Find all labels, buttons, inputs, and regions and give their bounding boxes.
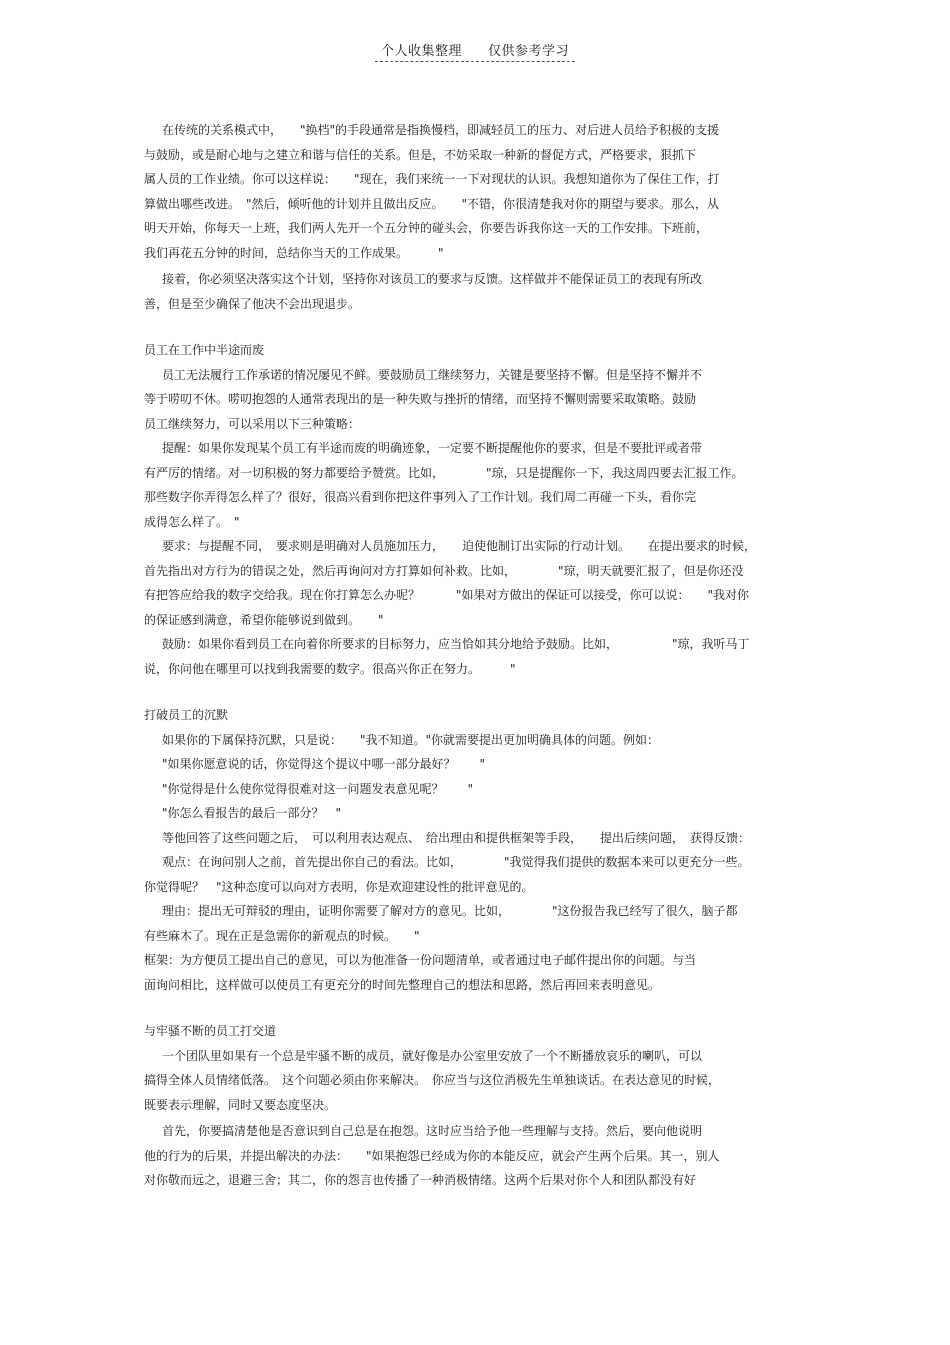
text-line: 要求：与提醒不同， 要求则是明确对人员施加压力， 迫使他制订出实际的行动计划。 在提出要求的时候， [162,539,757,553]
text-line: 有把答应给我的数字交给我。现在你打算怎么办呢？ "如果对方做出的保证可以接受，你可以说： "我对你 [144,588,750,602]
text-line: 成得怎么样了。 " [144,514,240,529]
section-complaining [144,1044,806,1193]
text-line: 明天开始，你每天一上班，我们两人先开一个五分钟的碰头会，你要告诉我你这一天的工作安排。下班前， [144,221,709,235]
section-heading: 打破员工的沉默 [144,708,229,722]
text-line: 既要表示理解，同时又要态度坚决。 [144,1097,337,1112]
text-line: 对你敬而远之，退避三舍；其二，你的怨言也传播了一种消极情绪。这两个后果对你个人和团队都没有好 [144,1173,697,1187]
paragraph-follow-up [144,267,806,316]
text-line: 的保证感到满意，希望你能够说到做到。 " [144,612,384,627]
section-silence [144,728,806,998]
text-line: 与鼓励，或是耐心地与之建立和谐与信任的关系。但是，不妨采取一种新的督促方式，严格要求，狠抓下 [144,147,697,162]
text-line: 框架：为方便员工提出自己的意见，可以为他准备一份问题清单，或者通过电子邮件提出你的问题。与当 [144,953,697,967]
section-heading: 员工在工作中半途而废 [144,343,265,357]
header-left-text: 个人收集整理 [380,44,462,59]
page-header [0,40,950,62]
document-body [144,118,806,1193]
text-line: 我们再花五分钟的时间，总结你当天的工作成果。 " [144,245,444,260]
text-line: 鼓励：如果你看到员工在向着你所要求的目标努力，应当恰如其分地给予鼓励。比如， "琼，我听马丁 [162,637,750,651]
text-line: 说，你问他在哪里可以找到我需要的数字。很高兴你正在努力。 " [144,661,516,676]
text-line: 接着，你必须坚决落实这个计划，坚持你对该员工的要求与反馈。这样做并不能保证员工的表现有所改 [162,272,703,286]
text-line: 有严厉的情绪。对一切积极的努力都要给予赞赏。比如， "琼，只是提醒你一下，我这周四要去汇报工作。 [144,465,744,480]
text-line: "如果你愿意说的话，你觉得这个提议中哪一部分最好？ " [162,757,486,771]
text-line: 首先，你要搞清楚他是否意识到自己总是在抱怨。这时应当给予他一些理解与支持。然后，要向他说明 [162,1124,703,1138]
text-line: 等他回答了这些问题之后， 可以利用表达观点、 给出理由和提供框架等手段， 提出后续问题， 获得反馈： [162,830,751,845]
section-giving-up [144,363,806,682]
paragraph-intro [144,118,806,265]
text-line: 属人员的工作业绩。你可以这样说： "现在，我们来统一一下对现状的认识。我想知道你为了保住工作，打 [144,172,720,186]
text-line: 你觉得呢？ "这种态度可以向对方表明，你是欢迎建设性的批评意见的。 [144,879,534,894]
text-line: 一个团队里如果有一个总是牢骚不断的成员，就好像是办公室里安放了一个不断播放哀乐的喇叭，可以 [162,1048,703,1063]
text-line: 搞得全体人员情绪低落。 这个问题必须由你来解决。 你应当与这位消极先生单独谈话。在表达意见的时候， [144,1073,721,1087]
text-line: 面询问相比，这样做可以使员工有更充分的时间先整理自己的想法和思路，然后再回来表明意见。 [144,977,661,992]
text-line: 那些数字你弄得怎么样了？很好，很高兴看到你把这件事列入了工作计划。我们周二再碰一下头，看你完 [144,490,697,504]
section-heading: 与牢骚不断的员工打交道 [144,1024,277,1038]
text-line: 首先指出对方行为的错误之处，然后再询问对方打算如何补救。比如， "琼，明天就要汇报了，但是你还没 [144,563,744,578]
text-line: 有些麻木了。现在正是急需你的新观点的时候。 " [144,928,420,943]
text-line: 理由：提出无可辩驳的理由，证明你需要了解对方的意见。比如， "这份报告我已经写了很久，脑子都 [162,904,738,918]
header-dashed-underline [375,40,575,62]
header-right-text: 仅供参考学习 [488,44,570,59]
text-line: 在传统的关系模式中， "换档"的手段通常是指换慢档，即减轻员工的压力、对后进人员给予积极的支援 [162,123,720,137]
text-line: "你觉得是什么使你觉得很难对这一问题发表意见呢？ " [162,781,474,796]
text-line: 员工继续努力，可以采用以下三种策略： [144,416,361,431]
text-line: 提醒：如果你发现某个员工有半途而废的明确迹象，一定要不断提醒他你的要求，但是不要批评或者带 [162,441,703,455]
text-line: 等于唠叨不休。唠叨抱怨的人通常表现出的是一种失败与挫折的情绪，而坚持不懈则需要采取策略。鼓励 [144,392,697,406]
text-line: 观点：在询问别人之前，首先提出你自己的看法。比如， "我觉得我们提供的数据本来可以更充分一些。 [162,855,750,869]
text-line: 他的行为的后果，并提出解决的办法： "如果抱怨已经成为你的本能反应，就会产生两个后果。其一，别人 [144,1148,720,1163]
text-line: 如果你的下属保持沉默，只是说： "我不知道。"你就需要提出更加明确具体的问题。例如： [162,732,660,747]
text-line: "你怎么看报告的最后一部分？ " [162,806,342,820]
text-line: 员工无法履行工作承诺的情况屡见不鲜。要鼓励员工继续努力，关键是要坚持不懈。但是坚持不懈并不 [162,367,703,382]
text-line: 善，但是至少确保了他决不会出现退步。 [144,296,361,311]
text-line: 算做出哪些改进。 "然后，倾听他的计划并且做出反应。 "不错，你很清楚我对你的期望与要求。那么，从 [144,196,720,211]
